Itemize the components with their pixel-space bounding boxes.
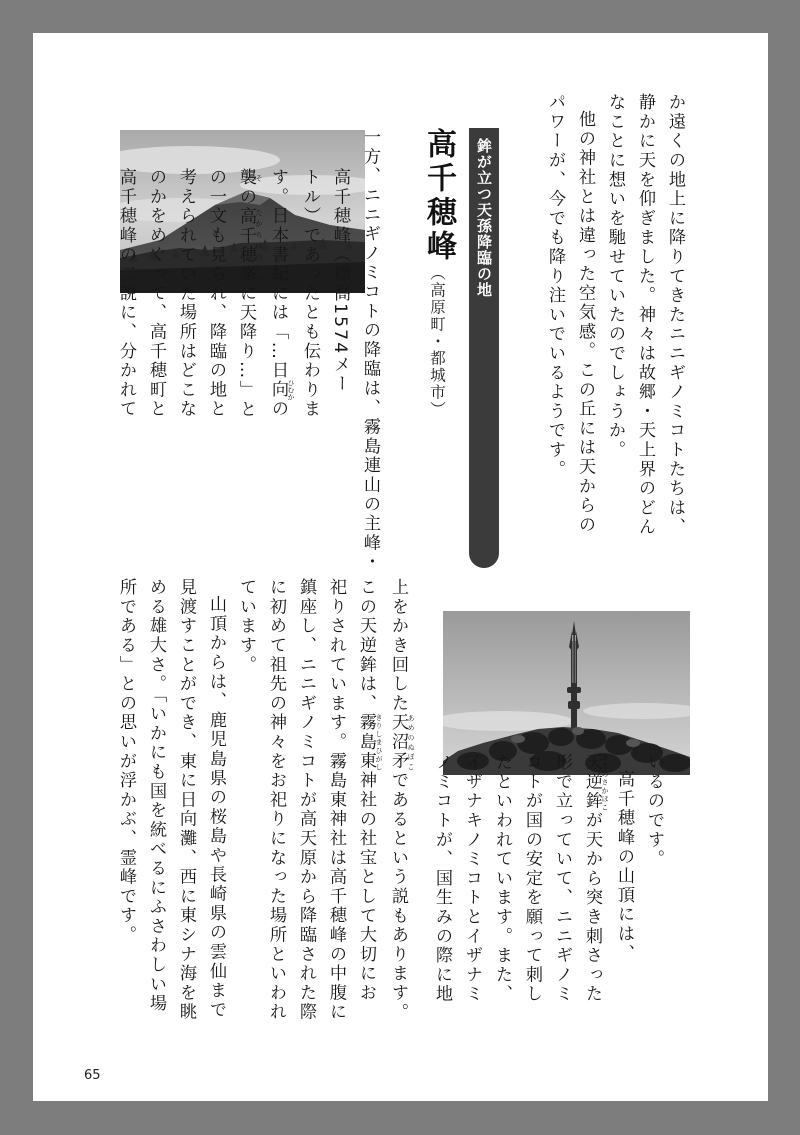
text-column: 形で立っていて、ニニギノミ [552,753,572,1004]
text-column: める雄大さ。「いかにも国を統べるにふさわしい場 [146,578,166,1014]
text-column [231,168,263,573]
ruby-base: 天沼矛 [388,713,408,772]
text-run: 神社の社宝として大切にお [356,771,376,1003]
sacred-spear-photo-image [443,611,690,775]
text-column: たといわれています。また、 [492,753,512,1004]
text-column: 静かに天を仰ぎました。神々は故郷・天上界のどん [635,93,655,537]
section-subtitle: （高原町・都城市） [428,265,446,418]
text-column: なことに想いを馳せていたのでしょうか。 [605,93,625,460]
ruby-base: 向 [268,379,288,401]
text-column: コトが国の安定を願って刺し [522,753,542,1004]
top-left-text-block [85,128,385,573]
text-column: 所である」との思いが浮かぶ、霊峰です。 [116,578,136,945]
bottom-left-text-block [85,578,415,1048]
ruby-base: 天逆鉾 [582,753,602,811]
text-column: 他の神社とは違った空気感。この丘には天からの [575,110,595,535]
ruby-reading: きりしまひがし [375,713,383,771]
text-column [383,578,415,1048]
top-right-text-block [540,93,690,537]
text-column: のかをめぐって、高千穂町と [146,168,166,419]
ruby-base: 襲 [236,168,256,188]
text-column: いるのです。 [644,753,664,869]
text-run: であるという説もあります。 [388,771,408,1022]
text-column: パワーが、今でも降り注いでいるようです。 [545,93,565,479]
text-column: トル）であったとも伝わりま [300,168,320,419]
section-banner-label: 鉾が立つ天孫降臨の地 [475,138,493,298]
text-column: 高千穂峰の山頂には、 [614,770,634,964]
sacred-spear-photo [443,611,690,775]
text-column: 見渡すことができ、東に日向灘、西に東シナ海を眺 [176,578,196,1022]
text-run: この天逆鉾は、 [356,578,376,714]
text-column: 鎮座し、ニニギノミコトが高天原から降臨された際 [296,578,316,1022]
ruby-reading: そ [255,168,263,188]
text-column: 考えられていた場所はどこな [176,168,196,419]
text-run: が天から突き刺さった [582,810,602,1004]
ruby-base: 霧島東 [356,713,376,772]
text-column: 高千穂峰の二説に、分かれて [116,168,136,419]
book-page [33,33,768,1101]
text-column: の一文も見られ、降臨の地と [206,168,226,419]
text-run: 上をかき回した [388,578,408,714]
text-run: の [268,399,288,419]
text-column: イザナキノミコトとイザナミ [462,753,482,1004]
text-column [351,578,383,1048]
text-column [263,168,295,573]
bottom-right-text-block [429,753,669,1073]
text-column: 一方、ニニギノミコトの降臨は、霧島連山の主峰・ [360,128,380,572]
page-number: 65 [84,1068,101,1083]
ruby-reading: たかちほのたけ [255,206,263,284]
text-column: ノミコトが、国生みの際に地 [432,753,452,1004]
text-run: の [236,187,256,207]
text-run: す。日本書紀には「…日 [268,168,288,381]
text-column: か遠くの地上に降りてきたニニギノミコトたちは、 [665,93,685,537]
text-column: 山頂からは、鹿児島県の桜島や長崎県の雲仙まで [206,595,226,1020]
text-column: 高千穂峰（標高1574メー [330,168,350,394]
text-run: に天降り…」と [236,283,256,419]
section-title: 高千穂峰 [421,128,456,264]
ruby-base: 高千穂峯 [236,206,256,284]
ruby-reading: ひむか [287,379,295,401]
text-column: に初めて祖先の神々をお祀りになった場所といわれ [266,578,286,1022]
text-column [577,753,609,1073]
ruby-reading: あめのぬぼこ [407,713,415,771]
ruby-reading: あまのさかほこ [601,753,609,811]
text-column: ています。 [236,578,256,675]
text-column: 祀りされています。霧島東神社は高千穂峰の中腹に [326,578,346,1022]
section-banner [469,128,499,568]
